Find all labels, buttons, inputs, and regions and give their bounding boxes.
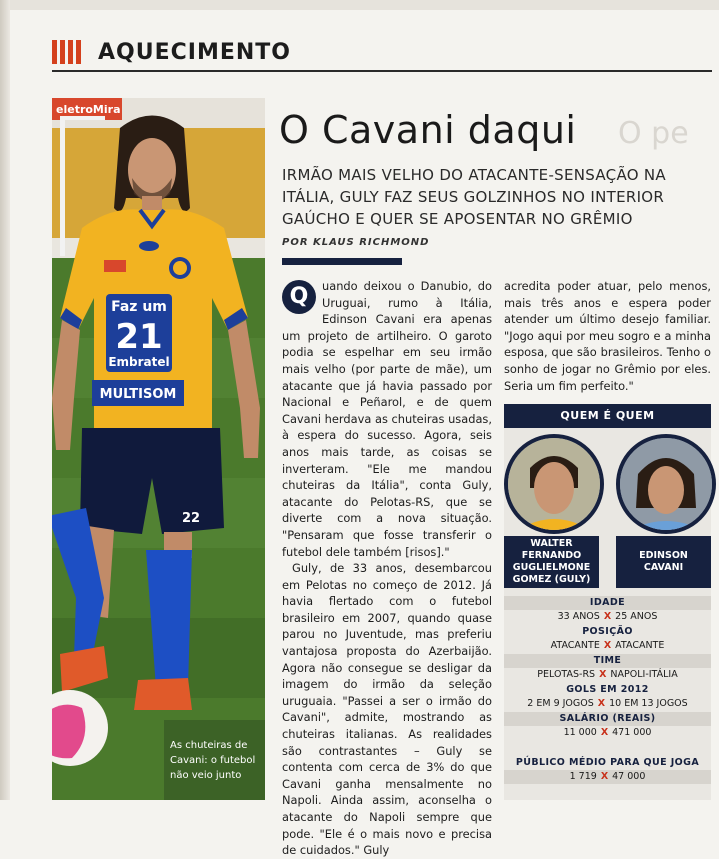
shorts-number: 22 bbox=[182, 511, 201, 526]
stat-salario: SALÁRIO (REAIS) 11 000 X 471 000 bbox=[559, 713, 656, 738]
stat-gols: GOLS EM 2012 2 EM 9 JOGOS X 10 EM 13 JOGOS bbox=[527, 684, 688, 709]
article-headline: O Cavani daqui bbox=[279, 108, 577, 152]
shirt-sponsor-brand: Embratel bbox=[108, 355, 170, 369]
byline-rule bbox=[282, 258, 402, 265]
article-column-2 bbox=[504, 278, 711, 394]
board-text: eletroMira bbox=[56, 103, 121, 116]
article-subhead: IRMÃO MAIS VELHO DO ATACANTE-SENSAÇÃO NA ITÁLIA, GULY FAZ SEUS GOLZINHOS NO INTERIOR GAÚCHO E QUER SE APOSENTAR NO GRÊMIO bbox=[282, 166, 666, 228]
stat-publico: PÚBLICO MÉDIO PARA QUE JOGA 1 719 X 47 000 bbox=[515, 757, 700, 782]
section-title: AQUECIMENTO bbox=[98, 40, 291, 65]
paragraph-3: acredita poder atuar, pelo menos, mais três anos e espera poder atender um último desejo familiar. "Jogo aqui por meu sogro e a minha esposa, que são brasileiros. Tenho o sonho de jogar no Grêmio por eles. Seria um fim perfeito." bbox=[504, 279, 711, 393]
shirt-number: 21 bbox=[115, 317, 163, 357]
shirt-sponsor-top: Faz um bbox=[111, 299, 167, 315]
top-strip bbox=[0, 0, 719, 10]
section-bars-icon bbox=[52, 40, 81, 64]
article-byline: POR KLAUS RICHMOND bbox=[282, 237, 430, 248]
cavani-portrait bbox=[616, 434, 716, 534]
section-header bbox=[52, 36, 712, 72]
photo-caption: As chuteiras de Cavani: o futebol não veio junto bbox=[170, 740, 256, 781]
shirt-sponsor-bottom: MULTISOM bbox=[99, 387, 177, 402]
paragraph-2: Guly, de 33 anos, desembarcou em Pelotas no começo de 2012. Já havia flertado com o futebol brasileiro em 2007, quando quase parou no Juventude, mas preferiu vantajosa proposta do Azerbaijão. Agora não consegue se desligar da imagem do irmão da seleção uruguaia. "Passei a ser o irmão do Cavani", admite, mostrando as chuteiras italianas. As realidades são contrastantes – Guly se contenta com cerca de 3% do que Cavani ganha mensalmente no Napoli. Ainda assim, aconselha o atacante do Napoli sempre que pode. "Ele é o mais novo e precisa de cuidados." Guly bbox=[282, 561, 492, 858]
paragraph-1 bbox=[282, 278, 492, 560]
ghost-headline: O pe bbox=[618, 116, 689, 151]
guly-portrait bbox=[504, 434, 604, 534]
player-photo bbox=[52, 98, 265, 800]
dropcap: Q bbox=[282, 280, 316, 314]
paragraph-1-text: uando deixou o Danubio, do Uruguai, rumo à Itália, Edinson Cavani era apenas um projeto de artilheiro. O garoto podia se espelhar em seu irmão mais velho (por parte de mãe), um atacante que já havia passado por Nacional e Peñarol, e de quem Cavani herdava as chuteiras usadas, à espera do sucesso. Agora, seis anos mais tarde, as coisas se inverteram. "Ele me mandou chuteiras da Itália", conta Guly, atacante do Pelotas-RS, que se diverte com a nova situação. "Pensaram que fosse transferir o futebol dele também [risos]." bbox=[282, 279, 492, 559]
player1-name: WALTER FERNANDO GUGLIELMONE GOMEZ (GULY) bbox=[504, 536, 599, 588]
stat-posicao: POSIÇÃO ATACANTE X ATACANTE bbox=[550, 626, 665, 651]
article-column-1 bbox=[282, 278, 492, 859]
quem-e-quem-header: QUEM É QUEM bbox=[504, 404, 711, 428]
page-spine bbox=[0, 0, 10, 800]
stat-time: TIME PELOTAS-RS X NAPOLI-ITÁLIA bbox=[537, 655, 678, 680]
player2-name: EDINSON CAVANI bbox=[616, 536, 711, 588]
stat-idade: IDADE 33 ANOS X 25 ANOS bbox=[557, 597, 658, 622]
